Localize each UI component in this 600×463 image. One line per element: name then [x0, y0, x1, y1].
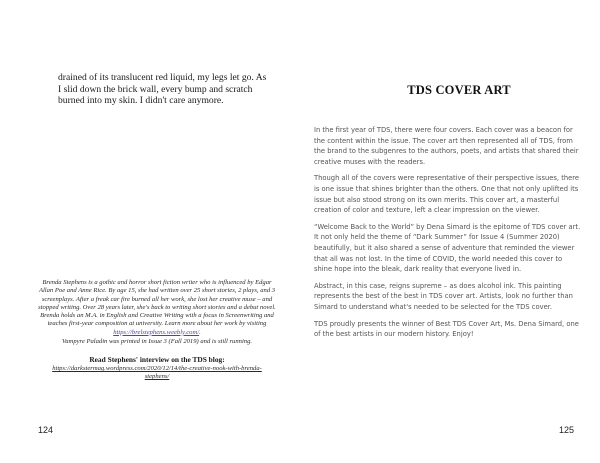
right-page	[300, 0, 600, 463]
article-paragraph: Though all of the covers were representative of their perspective issues, there is one issue that shines brighter than the others. One that not only uplifted its issue but also stood strong on its own merits. This cover art, a masterful creation of color and texture, left a clear impression on the viewer.	[314, 174, 580, 215]
article-title: TDS COVER ART	[407, 83, 511, 97]
article-paragraph: “Welcome Back to the World” by Dena Simard is the epitome of TDS cover art. It not only held the theme of “Dark Summer” for Issue 4 (Summer 2020) beautifully, but it also shared a sense of adventure that reminded the viewer that all was not lost. In the time of COVID, the world needed this cover to shine hope into the bleak, dark reality that everyone lived in.	[314, 222, 581, 274]
interview-link[interactable]: https://darkstermag.wordpress.com/2020/12/14/the-creative-nook-with-brenda-stephens/	[52, 365, 262, 381]
author-bio-text: Brenda Stephens is a gothic and horror short fiction writer who is influenced by Edgar Allan Poe and Anne Rice. By age 15, she had written over 25 short stories, 2 plays, and 3 screenplays. After a freak car fire burned all her work, she lost her creative muse – and stopped writing. Over 28 years later, she's back to writing short stories and a debut novel. Brenda holds an M.A. in English and Creative Writing with a focus in Screenwriting and teaches first-year composition at university. Learn more about her work by visiting	[38, 279, 276, 328]
article-paragraph: In the first year of TDS, there were four covers. Each cover was a beacon for the content within the issue. The cover art then represented all of TDS, from the brand to the subgenres to the authors, poets, and artists that shared their creative muses with the readers.	[314, 126, 579, 166]
author-bio-suffix: .	[199, 328, 201, 336]
article-paragraph: Abstract, in this case, reigns supreme – as does alcohol ink. This painting represents the best of the best in TDS cover art. Artists, look no further than Simard to understand what's needed to be selected for the TDS cover.	[314, 281, 573, 311]
publication-note: Vampyre Paladin was printed in Issue 3 (Fall 2019) and is still running.	[61, 338, 253, 345]
interview-heading: Read Stephens' interview on the TDS blog:	[89, 355, 225, 364]
author-website-link[interactable]: https://brelstephens.weebly.com/	[113, 328, 200, 336]
page-number-left: 124	[38, 425, 54, 435]
article-body	[314, 125, 582, 346]
author-bio	[36, 279, 278, 337]
page-number-right: 125	[559, 425, 575, 435]
story-ending-text: drained of its translucent red liquid, my legs let go. As I slid down the brick wall, every bump and scratch burned into my skin. I didn't care anymore.	[58, 72, 267, 107]
article-paragraph: TDS proudly presents the winner of Best TDS Cover Art, Ms. Dena Simard, one of the best artists in our modern history. Enjoy!	[314, 319, 579, 339]
